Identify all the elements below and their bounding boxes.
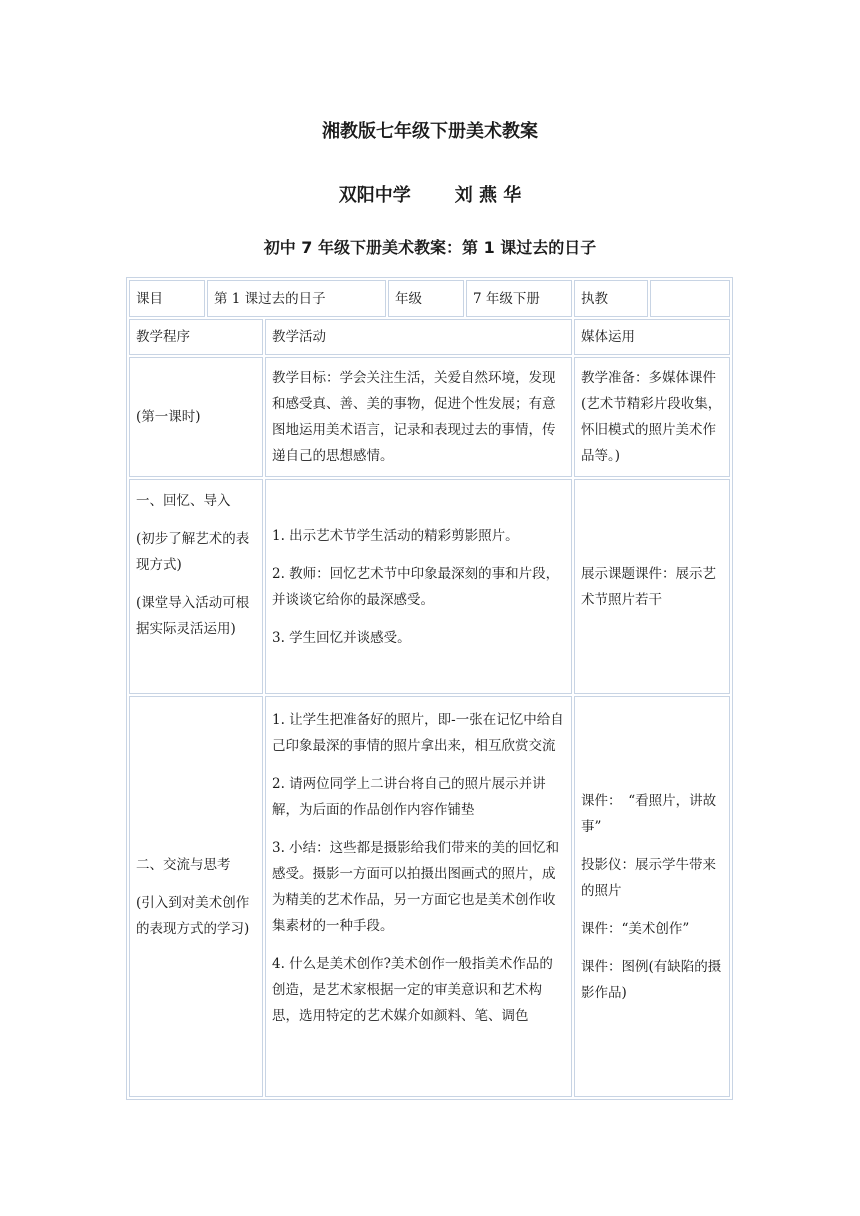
author-line — [0, 181, 860, 207]
school-name: 双阳中学 — [338, 185, 411, 206]
row2-procedure-cell: 一、回忆、导入 (初步了解艺术的表现方式) (课堂导入活动可根据实际灵活运用) — [129, 479, 263, 694]
row2-activity-cell: 1. 出示艺术节学生活动的精彩剪影照片。 2. 教师：回忆艺术节中印象最深刻的事和片段，并谈谈它给你的最深感受。 3. 学生回忆并谈感受。 — [265, 479, 572, 694]
row3-media-cell: 课件： “看照片，讲故事” 投影仪：展示学牛带来的照片 课件：“美术创作” 课件：图例(有缺陷的摄影作品) — [574, 696, 730, 1097]
grade-value-cell: 7 年级下册 — [466, 280, 572, 317]
teacher-label-cell: 执教 — [574, 280, 648, 317]
column-header-media: 媒体运用 — [574, 319, 730, 355]
row3-procedure-cell: 二、交流与思考 (引入到对美术创作的表现方式的学习) — [129, 696, 263, 1097]
course-label-cell: 课目 — [129, 280, 205, 317]
column-header-activity: 教学活动 — [265, 319, 572, 355]
row1-media-cell: 教学准备：多媒体课件(艺术节精彩片段收集，怀旧模式的照片美术作品等。) — [574, 357, 730, 477]
row2-media-cell: 展示课题课件：展示艺术节照片若干 — [574, 479, 730, 694]
row3-activity-cell: 1. 让学生把准备好的照片，即-一张在记忆中给自己印象最深的事情的照片拿出来，相互欣赏交流 2. 请两位同学上二讲台将自己的照片展示并讲解，为后面的作品创作内容作铺垫 3. 小结：这些都是摄影给我们带来的美的回忆和感受。摄影一方面可以拍摄出图画式的照片，成为精美的艺术作品，另一方面它也是美术创作收集素材的一种手段。 4. 什么是美术创作?美术创作一般指美术作品的创造，是艺术家根据一定的审美意识和艺术构思，选用特定的艺术媒介如颜料、笔、调色 — [265, 696, 572, 1097]
column-header-procedure: 教学程序 — [129, 319, 263, 355]
teacher-value-cell — [650, 280, 730, 317]
row1-activity-cell: 教学目标：学会关注生活，关爱自然环境，发现和感受真、善、美的事物，促进个性发展；有意图地运用美术语言，记录和表现过去的事情，传递自己的思想感情。 — [265, 357, 572, 477]
row1-procedure-cell: (第一课时) — [129, 357, 263, 477]
course-value-cell: 第 1 课过去的日子 — [207, 280, 386, 317]
teacher-name: 刘 燕 华 — [454, 185, 522, 206]
lesson-subtitle: 初中 7 年级下册美术教案：第 1 课过去的日子 — [263, 238, 597, 257]
lesson-plan-table — [126, 277, 733, 1100]
grade-label-cell: 年级 — [388, 280, 464, 317]
document-title: 湘教版七年级下册美术教案 — [322, 121, 538, 142]
